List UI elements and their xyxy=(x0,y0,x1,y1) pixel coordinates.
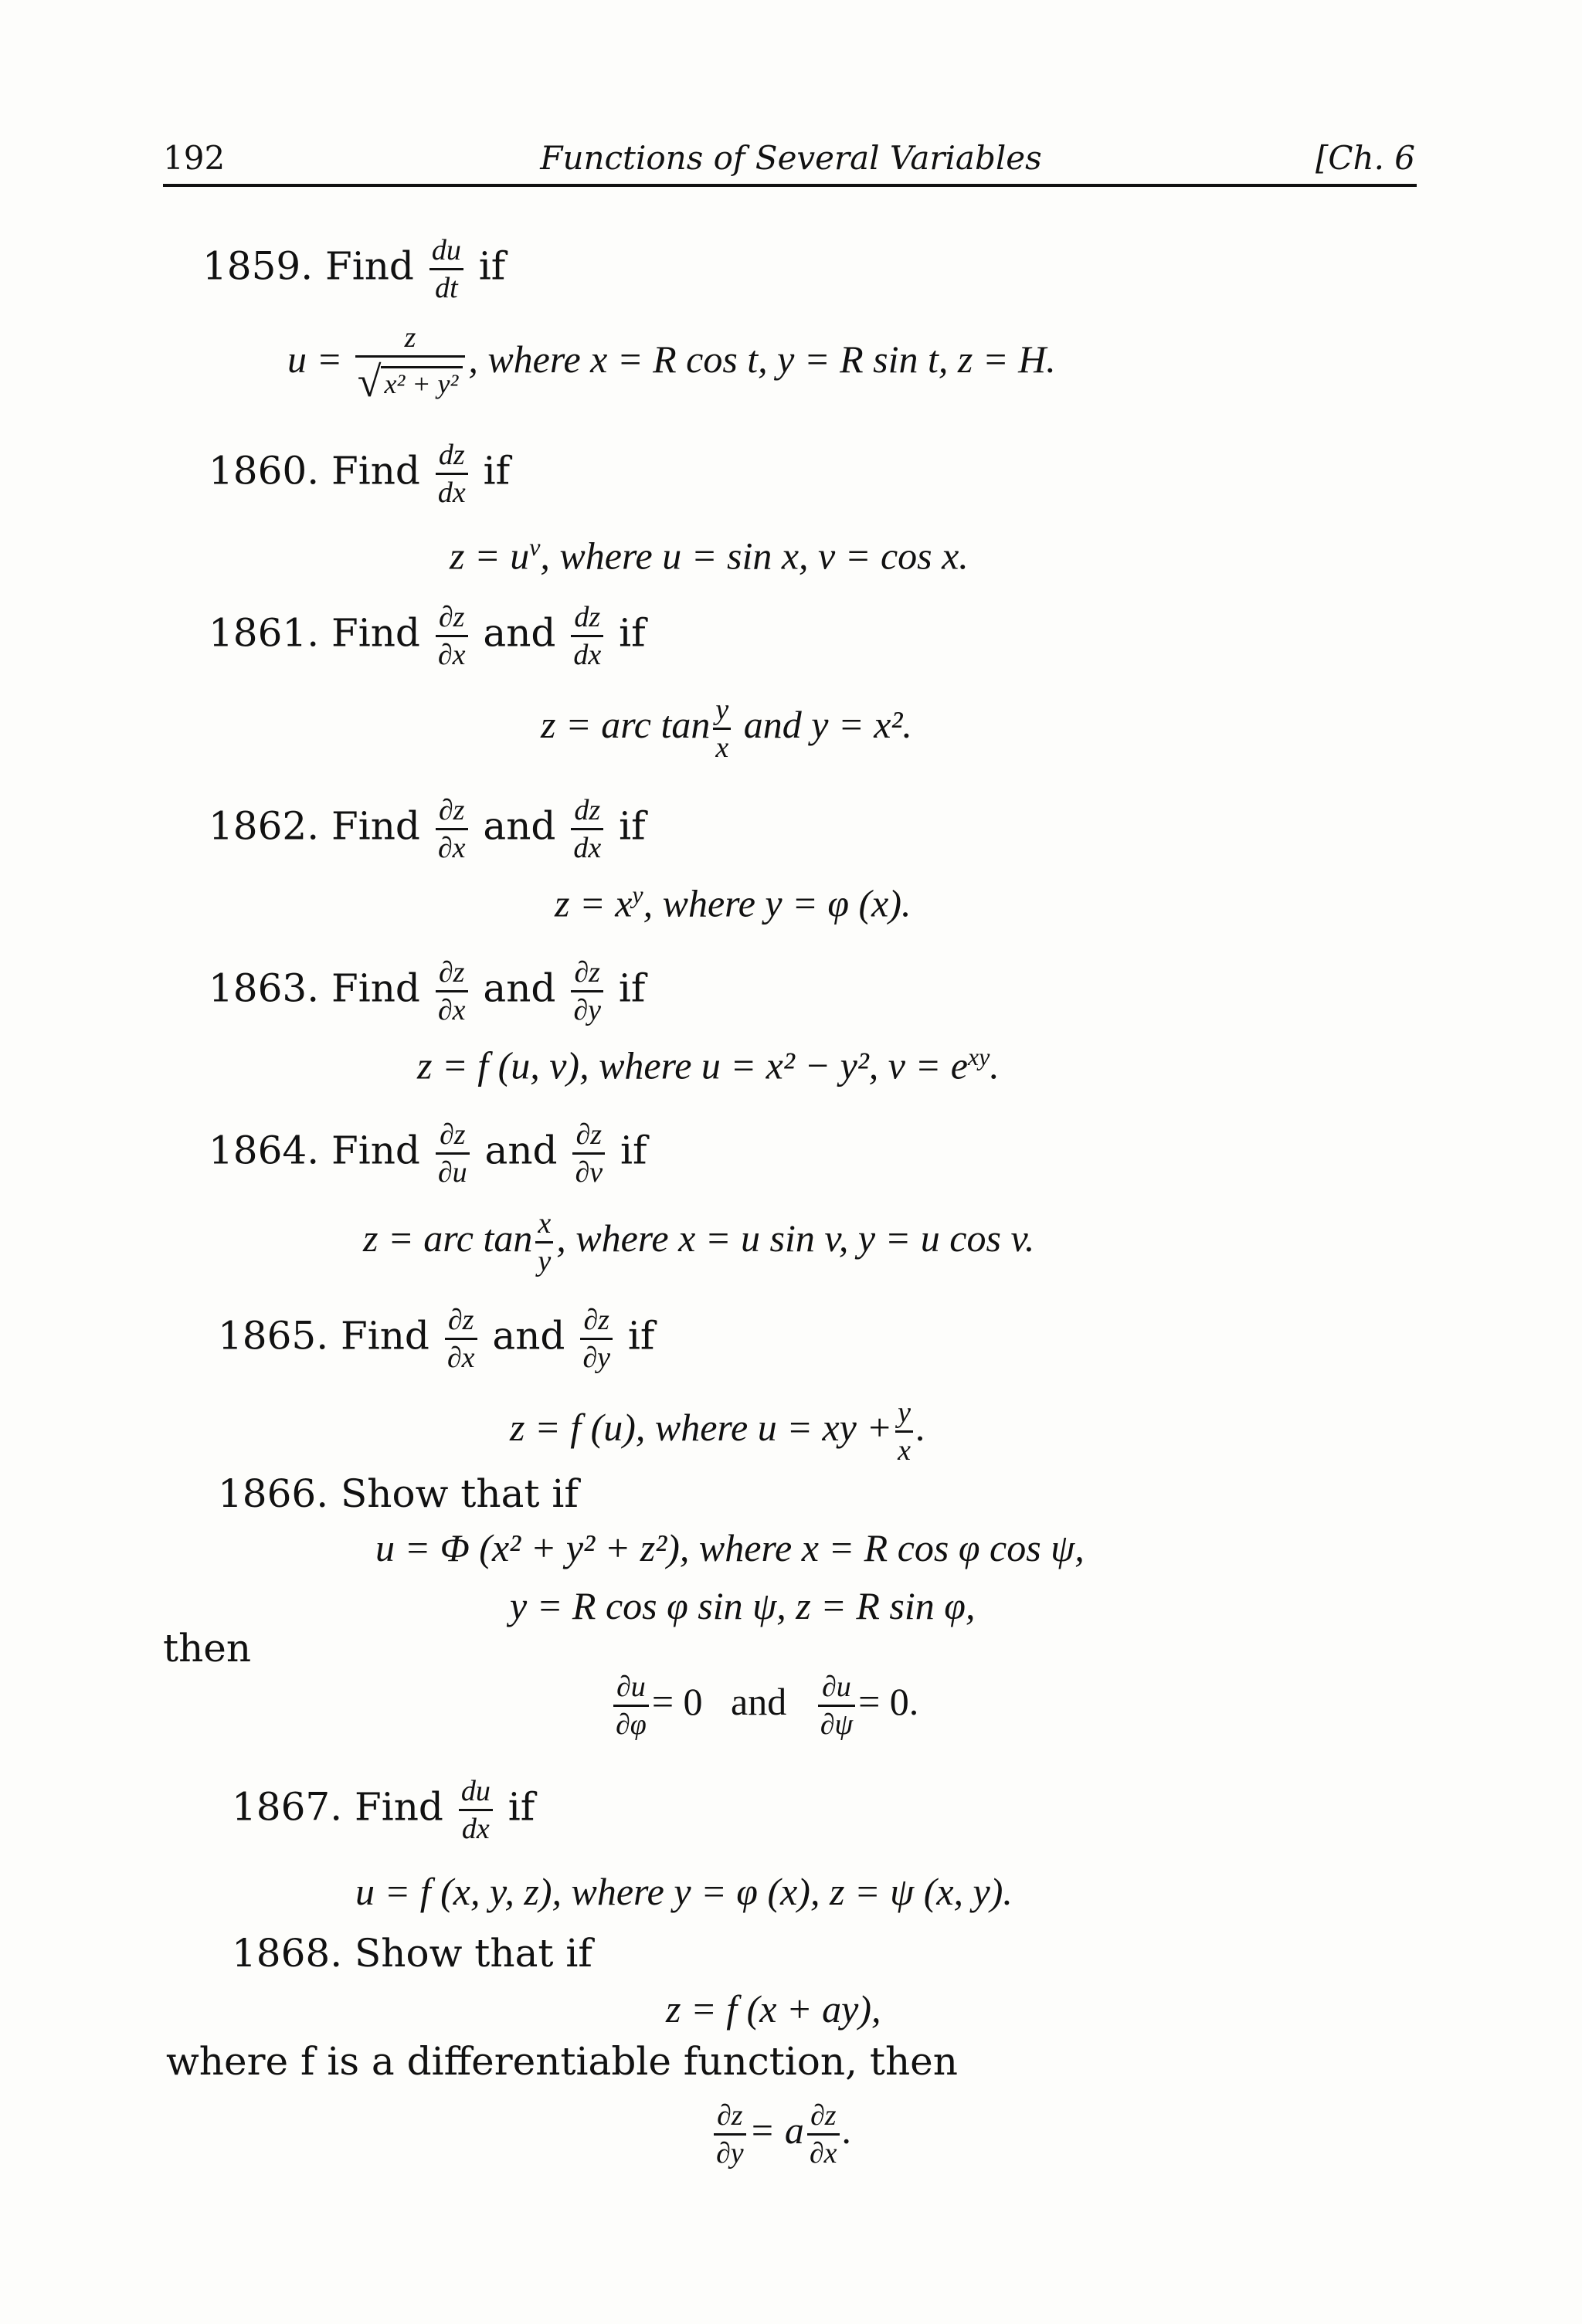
problem-number: 1862. xyxy=(209,803,320,849)
problem-1861-equation: z = arc tan $\frac{y}{x}$ and y = x². xyxy=(541,694,912,764)
header-rule xyxy=(163,184,1417,187)
problem-number: 1859. xyxy=(202,243,314,289)
problem-1862-statement: 1862. Find $\frac{\partial z}{\partial x}$ and $\frac{dz}{dx}$ if xyxy=(209,794,646,864)
running-title: Functions of Several Variables xyxy=(540,139,1042,177)
derivative: $\frac{du}{dt}$ xyxy=(429,236,463,303)
partial-derivative-y: $\frac{\partial z}{\partial y}$ xyxy=(580,1305,613,1372)
problem-1865-statement: 1865. Find $\frac{\partial z}{\partial x}$ and $\frac{\partial z}{\partial y}$ if xyxy=(218,1304,655,1374)
partial-derivative-y: $\frac{\partial z}{\partial y}$ xyxy=(571,958,603,1025)
problem-1866-then: then xyxy=(163,1626,252,1671)
problem-1861-statement: 1861. Find $\frac{\partial z}{\partial x}$ and $\frac{dz}{dx}$ if xyxy=(209,601,646,671)
problem-1867-equation: u = f (x, y, z), where y = φ (x), z = ψ (x, y). xyxy=(355,1870,1013,1913)
problem-1859-statement: 1859. Find $\frac{du}{dt}$ if xyxy=(202,234,506,304)
partial-derivative-v: $\frac{\partial z}{\partial v}$ xyxy=(572,1120,605,1187)
total-derivative: $\frac{dz}{dx}$ xyxy=(571,602,603,670)
partial-derivative: $\frac{\partial z}{\partial x}$ xyxy=(436,796,468,863)
problem-1863-equation: z = f (u, v), where u = x² − y², $v = e^{xy}$. xyxy=(417,1043,1000,1087)
problem-number: 1868. xyxy=(232,1931,343,1976)
problem-1866-equation-line-1: u = Φ (x² + y² + z²), where x = R cos φ cos ψ, xyxy=(375,1526,1085,1569)
total-derivative: $\frac{dz}{dx}$ xyxy=(571,796,603,863)
partial-derivative: $\frac{\partial z}{\partial x}$ xyxy=(436,602,468,670)
chapter-label: [Ch. 6 xyxy=(1316,139,1415,177)
problem-1860-equation: $z = u^v$, where u = sin x, v = cos x. xyxy=(450,533,969,578)
problem-number: 1861. xyxy=(209,610,320,656)
problem-number: 1867. xyxy=(232,1784,343,1830)
partial-derivative-u: $\frac{\partial z}{\partial u}$ xyxy=(436,1120,470,1187)
problem-number: 1860. xyxy=(209,448,320,494)
problem-1868-equation: z = f (x + ay), xyxy=(666,1987,881,2031)
problem-1868-statement: 1868. Show that if xyxy=(232,1931,592,1976)
problem-1862-equation: $z = x^y$, where y = φ (x). xyxy=(555,880,912,925)
page-number: 192 xyxy=(163,139,226,177)
problem-number: 1865. xyxy=(218,1313,329,1359)
problem-1866-result: $\frac{\partial u}{\partial\varphi}$ = 0 and $\frac{\partial u}{\partial\psi}$ = 0. xyxy=(610,1672,918,1739)
problem-1863-statement: 1863. Find $\frac{\partial z}{\partial x}$ and $\frac{\partial z}{\partial y}$ if xyxy=(209,956,646,1026)
partial-derivative-x: $\frac{\partial z}{\partial x}$ xyxy=(436,958,468,1025)
problem-number: 1863. xyxy=(209,965,320,1011)
problem-1860-statement: 1860. Find $\frac{dz}{dx}$ if xyxy=(209,439,511,509)
problem-1865-equation: z = f (u), where u = xy + $\frac{y}{x}$ . xyxy=(510,1396,926,1467)
problem-number: 1866. xyxy=(218,1471,329,1516)
problem-1868-result: $\frac{\partial z}{\partial y}$ = a $\frac{\partial z}{\partial x}$ . xyxy=(711,2101,852,2168)
problem-1864-equation: z = arc tan $\frac{x}{y}$ , where x = u sin v, y = u cos v. xyxy=(363,1207,1035,1277)
problem-1868-where-line: where f is a differentiable function, then xyxy=(166,2039,958,2084)
problem-1864-statement: 1864. Find $\frac{\partial z}{\partial u}$ and $\frac{\partial z}{\partial v}$ if xyxy=(209,1118,647,1189)
problem-1866-statement: 1866. Show that if xyxy=(218,1471,579,1516)
problem-1866-equation-line-2: y = R cos φ sin ψ, z = R sin φ, xyxy=(510,1584,976,1627)
derivative: $\frac{du}{dx}$ xyxy=(459,1776,493,1844)
derivative: $\frac{dz}{dx}$ xyxy=(436,440,468,507)
problem-1867-statement: 1867. Find $\frac{du}{dx}$ if xyxy=(232,1775,535,1845)
problem-number: 1864. xyxy=(209,1128,320,1173)
partial-derivative-x: $\frac{\partial z}{\partial x}$ xyxy=(445,1305,477,1372)
problem-1859-equation: u = $\frac{z}{\text{√ x² + y²}}$ , where x = R cos t, y = R sin t, z = H. xyxy=(287,321,1056,406)
